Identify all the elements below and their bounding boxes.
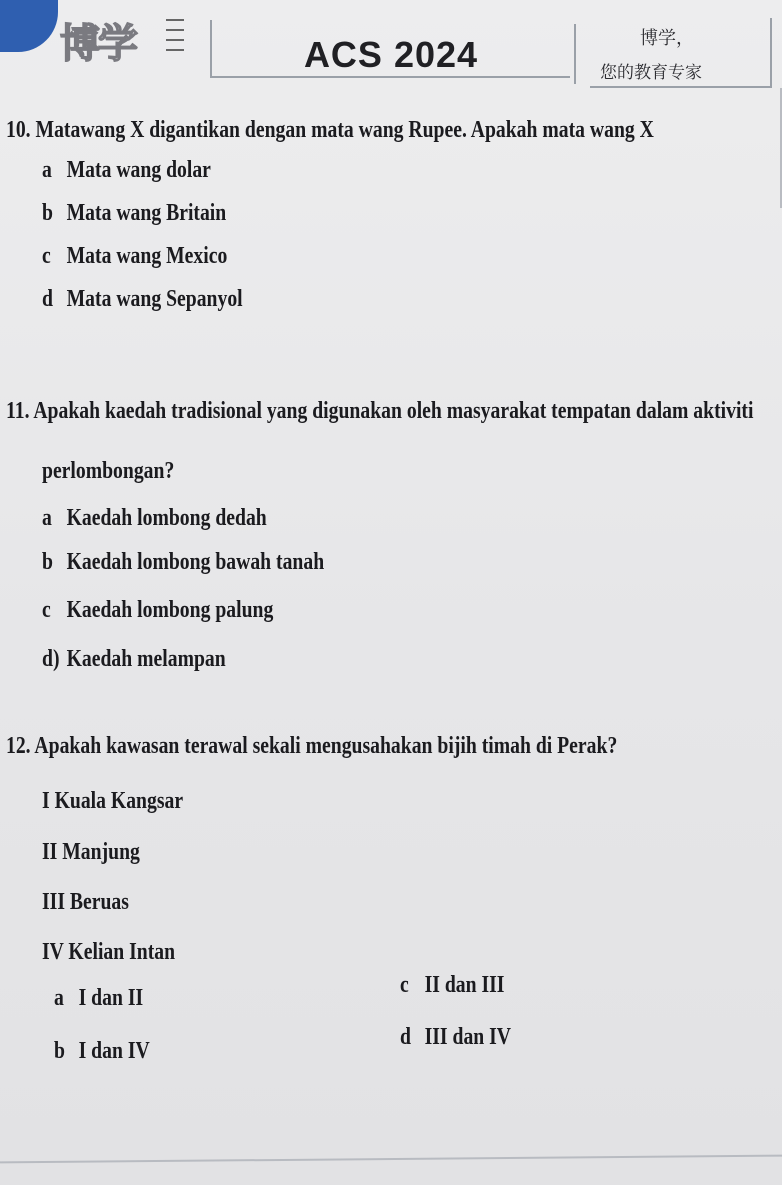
logo-decoration [160, 14, 190, 69]
question-11-option-a[interactable] [42, 505, 267, 532]
option-letter: a [42, 157, 52, 183]
option-text: Kaedah lombong palung [66, 597, 274, 623]
question-10-option-c[interactable] [42, 243, 227, 270]
question-10-option-d[interactable] [42, 286, 243, 313]
question-12-option-a[interactable] [54, 985, 143, 1012]
slogan-line-2: 您的教育专家 [600, 63, 702, 83]
page-title: ACS 2024 [303, 34, 479, 75]
question-10-prompt: 10. Matawang X digantikan dengan mata wang Rupee. Apakah mata wang X [6, 117, 654, 143]
option-letter: c [42, 597, 51, 623]
question-10-option-b[interactable] [42, 200, 226, 227]
option-letter: c [400, 972, 409, 998]
slogan-line-1: 博学， [640, 28, 694, 49]
option-letter: d) [42, 646, 60, 672]
option-letter: b [42, 549, 53, 575]
option-text: I dan IV [78, 1038, 150, 1064]
option-text: Mata wang dolar [66, 157, 211, 183]
option-text: Mata wang Mexico [66, 243, 228, 269]
option-text: Mata wang Sepanyol [66, 286, 243, 312]
question-12-option-d[interactable] [400, 1024, 511, 1051]
question-12-option-c[interactable] [400, 972, 504, 999]
option-text: Kaedah lombong bawah tanah [66, 549, 325, 575]
logo-lines-icon [160, 14, 190, 66]
option-text: I dan II [78, 985, 144, 1011]
option-text: II dan III [424, 972, 505, 998]
divider [574, 24, 576, 84]
option-letter: a [54, 985, 64, 1011]
question-11-option-d[interactable] [42, 646, 226, 673]
question-12-statement-2: II Manjung [42, 839, 140, 865]
question-12-option-b[interactable] [54, 1038, 150, 1065]
title-box [210, 20, 570, 78]
question-11-option-c[interactable] [42, 597, 273, 624]
question-12-prompt: 12. Apakah kawasan terawal sekali mengusahakan bijih timah di Perak? [6, 733, 618, 759]
question-10-option-a[interactable] [42, 157, 211, 184]
header [0, 0, 782, 92]
option-letter: d [400, 1024, 411, 1050]
question-12-statement-1: I Kuala Kangsar [42, 788, 184, 814]
question-12-statement-4: IV Kelian Intan [42, 939, 176, 965]
question-12-statement-3: III Beruas [42, 889, 129, 915]
option-text: Kaedah lombong dedah [66, 505, 267, 531]
option-letter: b [42, 200, 53, 226]
logo-background [0, 0, 58, 52]
option-letter: b [54, 1038, 65, 1064]
option-text: Mata wang Britain [66, 200, 227, 226]
footer-divider [0, 1155, 782, 1164]
question-11-option-b[interactable] [42, 549, 324, 576]
option-text: Kaedah melampan [66, 646, 226, 672]
option-letter: c [42, 243, 51, 269]
option-text: III dan IV [424, 1024, 512, 1050]
option-letter: d [42, 286, 53, 312]
option-letter: a [42, 505, 52, 531]
question-11-prompt: 11. Apakah kaedah tradisional yang digunakan oleh masyarakat tempatan dalam aktiviti [6, 398, 754, 424]
question-11-prompt-continued: perlombongan? [42, 458, 175, 484]
logo: 博学 [60, 21, 136, 67]
